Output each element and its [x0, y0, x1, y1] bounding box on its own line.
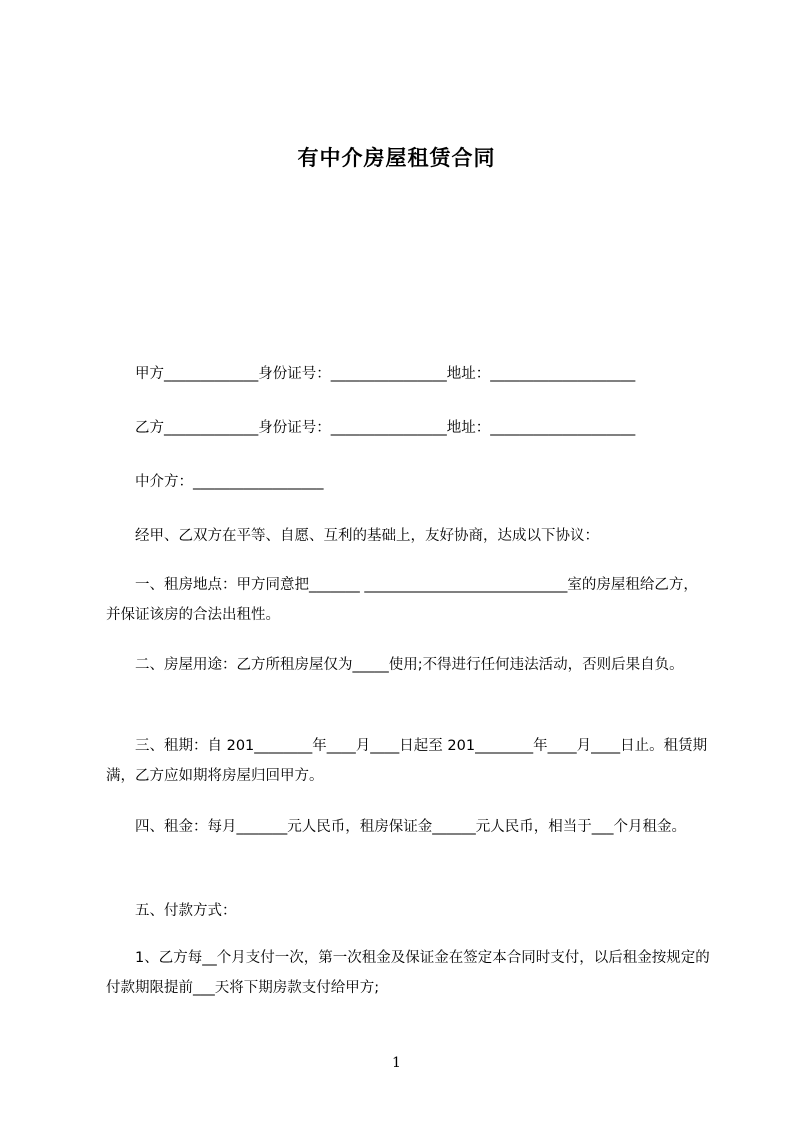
clause-3-paragraph: 三、租期：自 201________年____月____日起至 201________年____月____日止。租赁期满，乙方应如期将房屋归回甲方。	[106, 738, 708, 784]
party-a-line: 甲方_____________身份证号：________________地址：____________________	[106, 366, 636, 382]
clause-4-paragraph: 四、租金：每月_______元人民币，租房保证金______元人民币，相当于___个月租金。	[106, 819, 686, 835]
preamble-paragraph: 经甲、乙双方在平等、自愿、互利的基础上，友好协商，达成以下协议：	[106, 528, 599, 544]
page-title: 有中介房屋租赁合同	[297, 146, 496, 170]
clause-5-1-paragraph: 1、乙方每__个月支付一次，第一次租金及保证金在签定本合同时支付，以后租金按规定的付款期限提前___天将下期房款支付给甲方;	[106, 950, 710, 996]
party-b-line: 乙方_____________身份证号：________________地址：____________________	[106, 420, 636, 436]
clause-5-heading: 五、付款方式：	[106, 903, 237, 919]
page-number: 1	[392, 1055, 401, 1071]
agency-line: 中介方：__________________	[106, 474, 324, 490]
clause-2-paragraph: 二、房屋用途：乙方所租房屋仅为_____使用;不得进行任何违法活动，否则后果自负。	[106, 657, 684, 673]
clause-1-paragraph: 一、租房地点：甲方同意把_______ ____________________________室的房屋租给乙方，并保证该房的合法出租性。	[106, 577, 698, 623]
